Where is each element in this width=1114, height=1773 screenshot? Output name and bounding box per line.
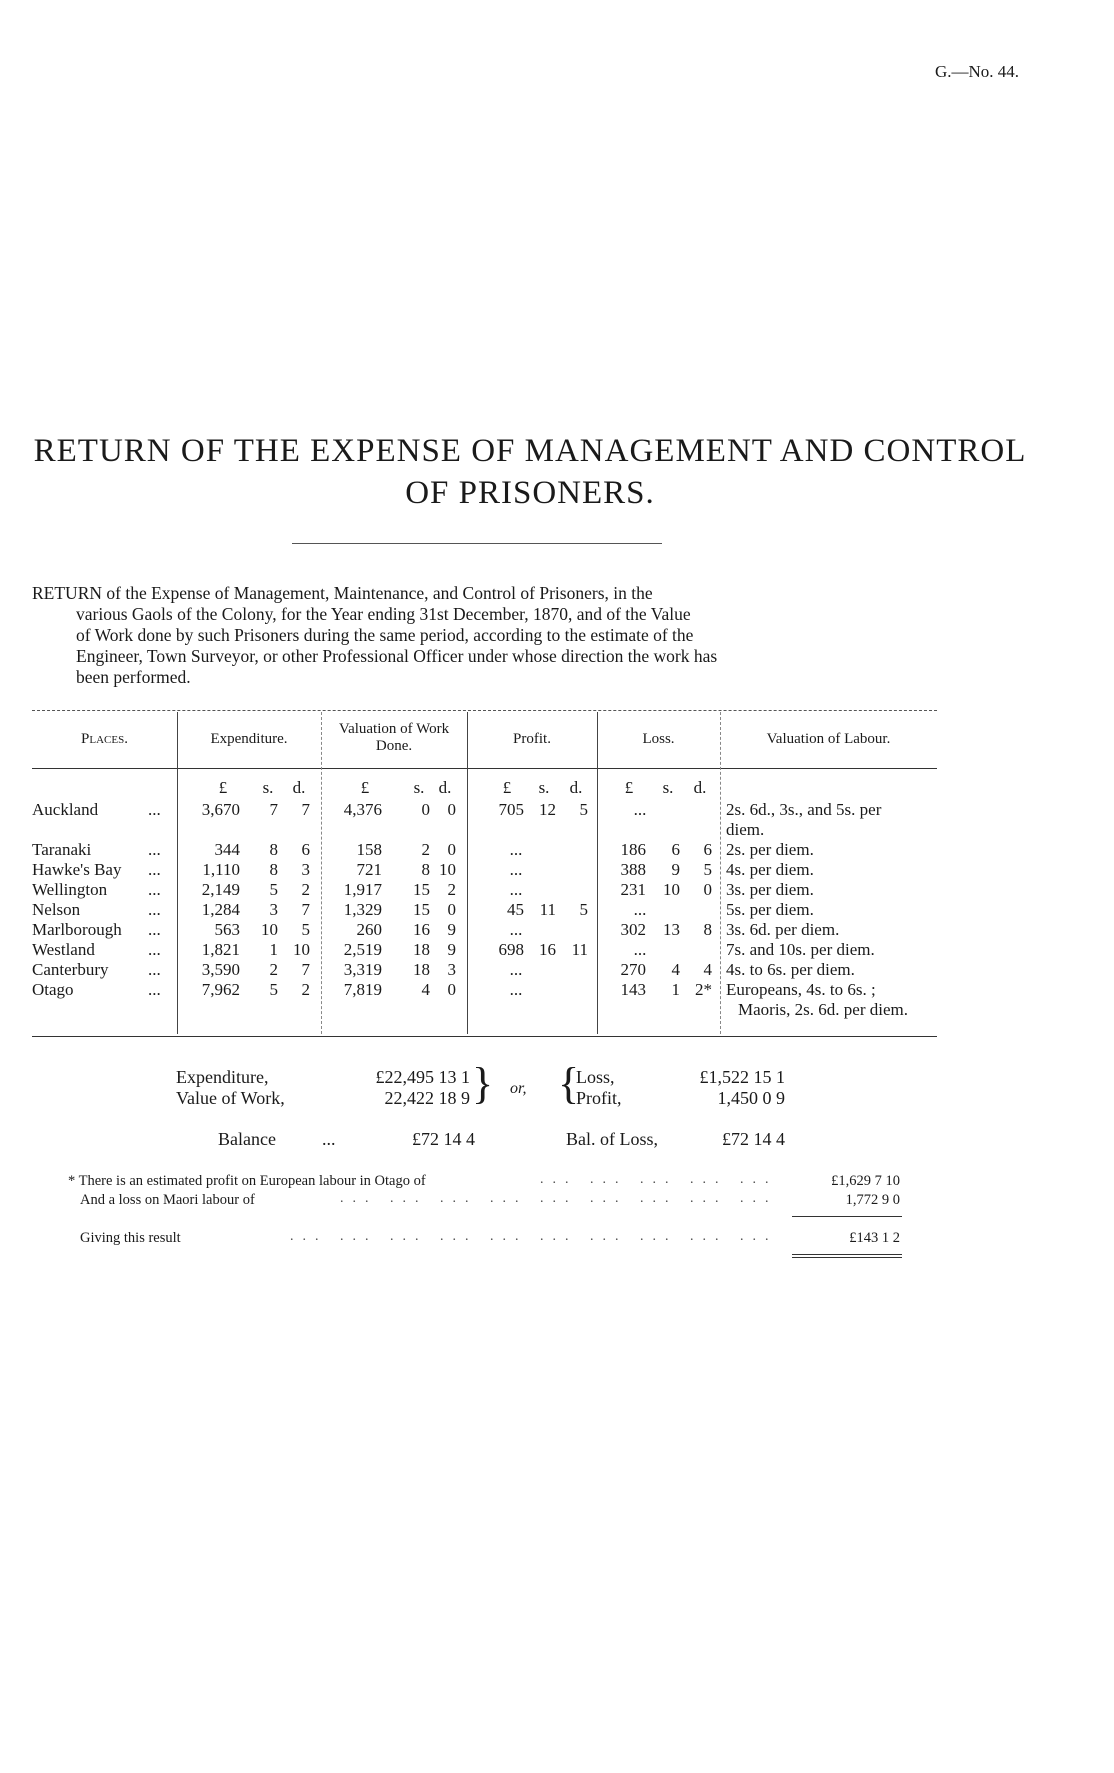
summary-expenditure-label: Expenditure, [176,1067,269,1087]
row-val-shillings: 16 [413,920,430,939]
summary-value-of-work-value: 22,422 18 9 [384,1088,470,1108]
row-place: Hawke's Bay [32,860,122,879]
row-exp-pence: 7 [301,960,310,979]
row-exp-pence: 2 [301,880,310,899]
row-loss-pounds: ... [633,900,647,919]
row-loss-pounds: ... [633,940,647,959]
row-val-pounds: 1,329 [343,900,382,919]
summary-loss-label: Loss, [576,1067,615,1087]
row-leader-dots: ... [148,960,161,979]
leader-dots: ... [740,1172,778,1187]
row-val-pence: 0 [447,900,456,919]
row-loss-pence: 6 [703,840,712,859]
row-val-shillings: 2 [421,840,430,859]
row-val-pence: 10 [439,860,456,879]
row-loss-pence: 8 [703,920,712,939]
row-loss-shillings: 10 [663,880,680,899]
row-exp-pounds: 2,149 [201,880,240,899]
column-divider [177,712,178,1034]
row-profit-pence: 5 [579,900,588,919]
row-labour: 4s. per diem. [726,860,814,879]
table-bottom-rule [32,1036,937,1037]
intro-line-1: RETURN of the Expense of Management, Maintenance, and Control of Prisoners, in the [32,583,653,603]
row-exp-pounds: 563 [214,920,240,939]
row-place: Auckland [32,800,99,819]
leader-dots: ... [490,1229,528,1244]
leader-dots: ... [590,1191,628,1206]
column-divider [467,712,468,1034]
row-labour: 2s. 6d., 3s., and 5s. per [726,800,882,819]
row-loss-pounds: 388 [620,860,646,879]
row-profit-pounds: ... [509,840,523,859]
unit-pound: £ [502,778,512,797]
row-val-shillings: 0 [421,800,430,819]
row-leader-dots: ... [148,880,161,899]
leader-dots: ... [690,1229,728,1244]
row-place: Marlborough [32,920,122,939]
row-profit-pounds: 698 [498,940,524,959]
row-leader-dots: ... [148,900,161,919]
row-val-pounds: 260 [356,920,382,939]
footnote-value-3: £143 1 2 [849,1230,900,1246]
unit-pence: d. [292,778,306,797]
footnote-line-2: And a loss on Maori labour of [80,1192,255,1208]
intro-paragraph [32,583,932,688]
unit-shilling: s. [662,778,674,797]
row-val-pounds: 2,519 [343,940,382,959]
unit-pence: d. [438,778,452,797]
unit-pence: d. [569,778,583,797]
row-loss-pounds: 143 [620,980,646,999]
row-labour: 4s. to 6s. per diem. [726,960,855,979]
header-expenditure: Expenditure. [210,731,288,747]
row-val-shillings: 15 [413,880,430,899]
leader-dots: ... [540,1172,578,1187]
row-exp-pounds: 7,962 [201,980,240,999]
summary-bal-loss-label: Bal. of Loss, [566,1129,658,1149]
row-val-shillings: 15 [413,900,430,919]
footnote-total-rule [792,1257,902,1258]
unit-shilling: s. [262,778,274,797]
leader-dots: ... [340,1191,378,1206]
header-labour: Valuation of Labour. [766,731,891,747]
row-labour-continued: diem. [726,820,765,839]
row-exp-pounds: 3,590 [201,960,240,979]
row-loss-pence: 2* [695,980,712,999]
leader-dots: ... [590,1172,628,1187]
row-place: Nelson [32,900,81,919]
row-leader-dots: ... [148,840,161,859]
table-header-rule [32,768,937,769]
page-identifier: G.—No. 44. [935,62,1020,81]
header-valuation [321,721,467,755]
row-val-pence: 0 [447,840,456,859]
row-loss-shillings: 6 [671,840,680,859]
leader-dots: ... [390,1229,428,1244]
footnote-total-rule [792,1254,902,1255]
unit-pound: £ [360,778,370,797]
unit-pence: d. [693,778,707,797]
leader-dots: ... [640,1229,678,1244]
unit-shilling: s. [413,778,425,797]
title-divider [292,543,662,544]
leader-dots: ... [740,1229,778,1244]
row-val-pence: 2 [447,880,456,899]
row-val-pounds: 158 [356,840,382,859]
unit-pound: £ [624,778,634,797]
footnote-dots-2 [340,1191,778,1207]
row-exp-shillings: 5 [269,980,278,999]
intro-line-3: of Work done by such Prisoners during the same period, according to the estimate of the [76,625,694,645]
row-exp-pence: 10 [293,940,310,959]
summary-profit-label: Profit, [576,1088,622,1108]
row-leader-dots: ... [148,940,161,959]
row-val-shillings: 4 [421,980,430,999]
row-profit-pence: 11 [571,940,588,959]
leader-dots: ... [290,1229,328,1244]
leader-dots: ... [340,1229,378,1244]
row-profit-pounds: ... [509,960,523,979]
row-labour: Europeans, 4s. to 6s. ; [726,980,876,999]
row-exp-pence: 7 [301,800,310,819]
row-exp-shillings: 3 [269,900,278,919]
row-profit-pounds: ... [509,880,523,899]
leader-dots: ... [690,1172,728,1187]
summary-balance-label: Balance [218,1129,276,1149]
intro-line-2: various Gaols of the Colony, for the Year ending 31st December, 1870, and of the Value [76,604,691,624]
row-labour: 7s. and 10s. per diem. [726,940,875,959]
footnote-line-1: * There is an estimated profit on European labour in Otago of [68,1173,426,1189]
footnote-sum-rule [792,1216,902,1217]
leader-dots: ... [540,1229,578,1244]
footnote-dots-3 [290,1229,778,1245]
header-places: Places. [81,731,128,747]
row-exp-pence: 2 [301,980,310,999]
row-place: Otago [32,980,74,999]
leader-dots: ... [640,1172,678,1187]
row-val-shillings: 8 [421,860,430,879]
row-leader-dots: ... [148,980,161,999]
summary-bal-loss-value: £72 14 4 [722,1129,785,1149]
row-profit-pounds: ... [509,920,523,939]
row-exp-shillings: 7 [269,800,278,819]
row-leader-dots: ... [148,920,161,939]
row-labour: 2s. per diem. [726,840,814,859]
row-val-pence: 0 [447,980,456,999]
summary-or-label: or, [510,1080,527,1097]
footnote-value-2: 1,772 9 0 [845,1192,900,1208]
row-loss-shillings: 13 [663,920,680,939]
row-profit-pounds: ... [509,860,523,879]
summary-profit-value: 1,450 0 9 [717,1088,785,1108]
row-val-pence: 9 [447,920,456,939]
footnote-line-3: Giving this result [80,1230,181,1246]
right-brace-icon: } [472,1059,494,1108]
intro-line-4: Engineer, Town Surveyor, or other Professional Officer under whose direction the work has [76,646,718,666]
row-val-pounds: 721 [356,860,382,879]
row-place: Canterbury [32,960,109,979]
row-labour: 3s. 6d. per diem. [726,920,840,939]
footnote-value-1: £1,629 7 10 [831,1173,900,1189]
row-loss-pence: 0 [703,880,712,899]
row-loss-pounds: 186 [620,840,646,859]
title-line-1: RETURN OF THE EXPENSE OF MANAGEMENT AND CONTROL [33,433,1027,469]
header-valuation-line-2: Done. [375,738,413,754]
row-profit-pence: 5 [579,800,588,819]
row-val-pence: 0 [447,800,456,819]
column-divider [321,712,322,1034]
row-loss-pounds: 231 [620,880,646,899]
row-exp-shillings: 8 [269,860,278,879]
summary-value-of-work-label: Value of Work, [176,1088,285,1108]
row-profit-shillings: 11 [539,900,556,919]
leader-dots: ... [390,1191,428,1206]
leader-dots: ... [590,1229,628,1244]
header-valuation-line-1: Valuation of Work [338,721,450,737]
row-exp-pence: 6 [301,840,310,859]
document-title [0,430,1060,514]
footnote-dots-1 [540,1172,778,1188]
row-loss-pounds: ... [633,800,647,819]
leader-dots: ... [440,1229,478,1244]
row-loss-pence: 5 [703,860,712,879]
header-profit: Profit. [513,731,551,747]
row-labour-continued: Maoris, 2s. 6d. per diem. [738,1000,908,1019]
row-loss-shillings: 9 [671,860,680,879]
row-loss-shillings: 1 [671,980,680,999]
row-val-shillings: 18 [413,940,430,959]
row-labour: 5s. per diem. [726,900,814,919]
leader-dots: ... [640,1191,678,1206]
header-loss: Loss. [642,731,675,747]
unit-shilling: s. [538,778,550,797]
row-loss-pounds: 270 [620,960,646,979]
row-profit-shillings: 12 [539,800,556,819]
row-val-shillings: 18 [413,960,430,979]
row-profit-pounds: 705 [498,800,524,819]
unit-pound: £ [218,778,228,797]
summary-expenditure-value: £22,495 13 1 [375,1067,470,1087]
row-val-pence: 9 [447,940,456,959]
left-brace-icon: { [558,1059,580,1108]
row-labour: 3s. per diem. [726,880,814,899]
row-exp-pounds: 1,110 [202,860,240,879]
row-loss-shillings: 4 [671,960,680,979]
summary-balance-dots: ... [322,1129,336,1149]
row-loss-pence: 4 [703,960,712,979]
row-leader-dots: ... [148,800,161,819]
summary-loss-value: £1,522 15 1 [699,1067,785,1087]
leader-dots: ... [740,1191,778,1206]
column-divider [597,712,598,1034]
leader-dots: ... [440,1191,478,1206]
row-exp-shillings: 8 [269,840,278,859]
intro-line-5: been performed. [76,667,191,687]
row-place: Wellington [32,880,108,899]
column-divider [720,712,721,1034]
row-val-pounds: 4,376 [343,800,382,819]
row-val-pence: 3 [447,960,456,979]
row-exp-pence: 5 [301,920,310,939]
row-exp-shillings: 2 [269,960,278,979]
row-exp-pence: 3 [301,860,310,879]
row-exp-shillings: 10 [261,920,278,939]
row-exp-shillings: 5 [269,880,278,899]
row-profit-pounds: ... [509,980,523,999]
row-exp-pounds: 344 [214,840,240,859]
summary-balance-value: £72 14 4 [412,1129,475,1149]
row-loss-pounds: 302 [620,920,646,939]
row-exp-pounds: 1,284 [201,900,240,919]
row-place: Taranaki [32,840,92,859]
row-exp-pounds: 3,670 [201,800,240,819]
row-profit-pounds: 45 [507,900,524,919]
row-val-pounds: 3,319 [343,960,382,979]
row-val-pounds: 1,917 [343,880,382,899]
leader-dots: ... [540,1191,578,1206]
row-exp-shillings: 1 [269,940,278,959]
row-exp-pounds: 1,821 [201,940,240,959]
leader-dots: ... [690,1191,728,1206]
table-top-rule [32,710,937,711]
row-val-pounds: 7,819 [343,980,382,999]
row-exp-pence: 7 [301,900,310,919]
row-profit-shillings: 16 [539,940,556,959]
row-leader-dots: ... [148,860,161,879]
title-line-2: OF PRISONERS. [405,475,655,511]
row-place: Westland [32,940,95,959]
leader-dots: ... [490,1191,528,1206]
